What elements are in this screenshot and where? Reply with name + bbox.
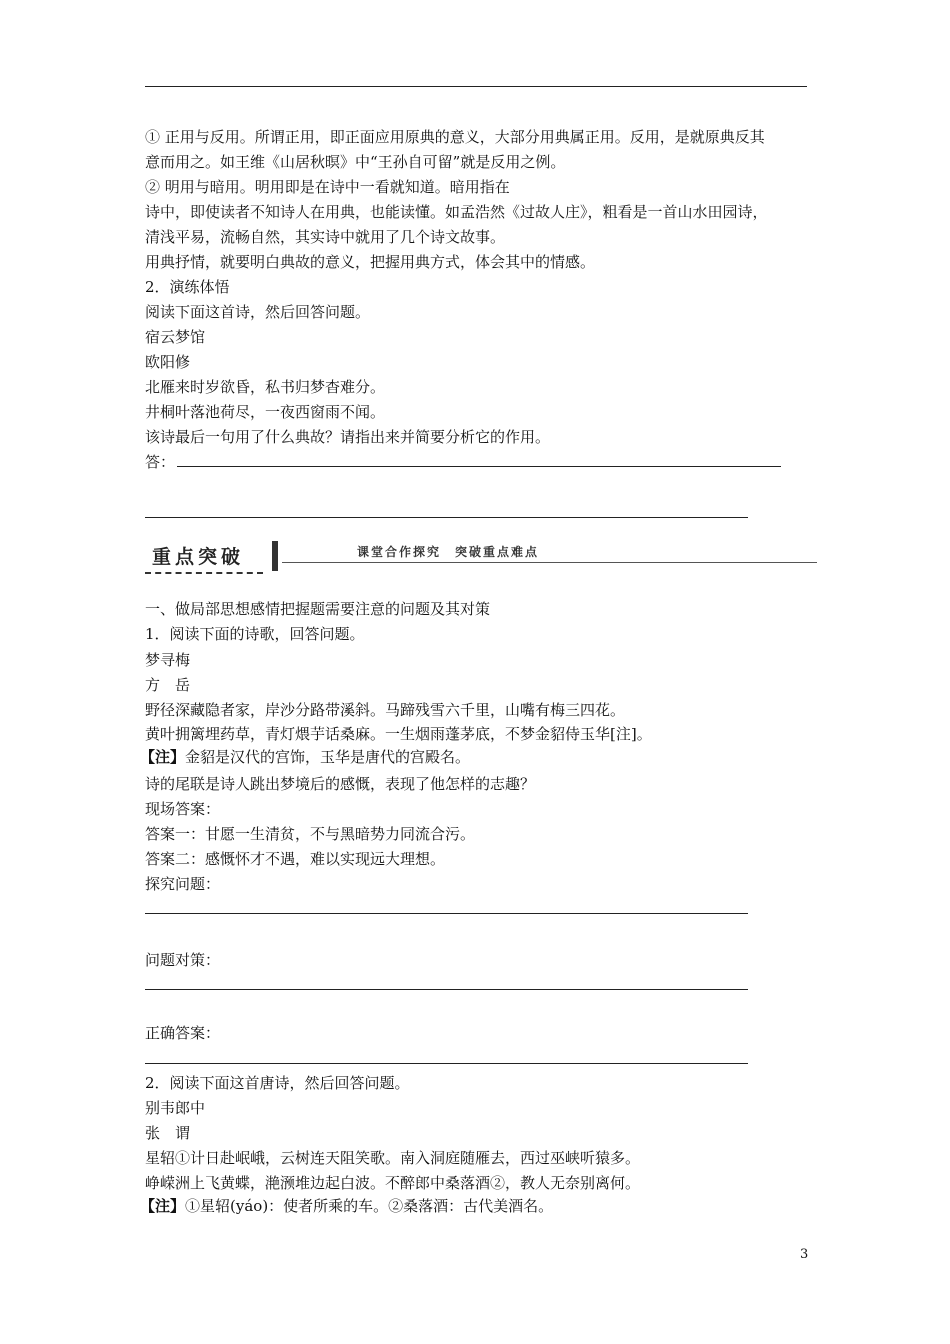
scene-answer-label: 现场答案：	[145, 800, 221, 818]
poem-title: 别韦郎中	[145, 1099, 206, 1117]
note-text: ①星轺(yáo)：使者所乘的车。②桑落酒：古代美酒名。	[185, 1197, 554, 1215]
header-rule	[145, 86, 807, 87]
section-heading: 一、做局部思想感情把握题需要注意的问题及其对策	[145, 600, 491, 618]
answer-label: 答：	[145, 453, 176, 471]
question-line: 该诗最后一句用了什么典故？请指出来并简要分析它的作用。	[145, 428, 551, 446]
poem-line: 星轺①计日赴岷峨，云树连天阻笑歌。南入洞庭随雁去，西过巫峡听猿多。	[145, 1149, 641, 1167]
banner-subtitle: 课堂合作探究 突破重点难点	[357, 545, 540, 559]
banner-divider-bar	[272, 541, 278, 571]
poem-title: 宿云梦馆	[145, 328, 206, 346]
poem-note	[140, 746, 470, 768]
answer-option: 答案一：甘愿一生清贫，不与黑暗势力同流合污。	[145, 825, 476, 843]
answer-blank-line[interactable]	[145, 989, 748, 990]
section-banner	[145, 538, 817, 578]
poem-title: 梦寻梅	[145, 651, 191, 669]
question-number: 2．阅读下面这首唐诗，然后回答问题。	[145, 1074, 410, 1092]
poem-author: 方 岳	[145, 676, 191, 694]
instruction-line: 阅读下面这首诗，然后回答问题。	[145, 303, 371, 321]
poem-author: 张 谓	[145, 1124, 191, 1142]
banner-dashed-underline	[145, 572, 263, 574]
banner-title: 重点突破	[152, 546, 245, 568]
paragraph-line: ① 正用与反用。所谓正用，即正面应用原典的意义，大部分用典属正用。反用，是就原典反其	[145, 128, 765, 146]
section-heading: 2．演练体悟	[145, 278, 230, 296]
paragraph-line: 诗中，即使读者不知诗人在用典，也能读懂。如孟浩然《过故人庄》，粗看是一首山水田园诗，	[145, 203, 768, 221]
answer-blank-line[interactable]	[145, 517, 748, 518]
poem-line: 野径深藏隐者家，岸沙分路带溪斜。马蹄残雪六千里，山嘴有梅三四花。	[145, 701, 626, 719]
answer-blank-line[interactable]	[145, 1063, 748, 1064]
poem-note	[140, 1195, 553, 1217]
poem-line: 黄叶拥篱埋药草，青灯煨芋话桑麻。一生烟雨蓬茅底，不梦金貂侍玉华[注]。	[145, 725, 652, 743]
paragraph-line: ② 明用与暗用。明用即是在诗中一看就知道。暗用指在	[145, 178, 510, 196]
question-number: 1．阅读下面的诗歌，回答问题。	[145, 625, 365, 643]
paragraph-line: 用典抒情，就要明白典故的意义，把握用典方式，体会其中的情感。	[145, 253, 596, 271]
answer-option: 答案二：感慨怀才不遇，难以实现远大理想。	[145, 850, 446, 868]
note-mark: 【注】	[140, 1197, 186, 1215]
poem-author: 欧阳修	[145, 353, 191, 371]
paragraph-line: 意而用之。如王维《山居秋暝》中“王孙自可留”就是反用之例。	[145, 153, 566, 171]
question-line: 诗的尾联是诗人跳出梦境后的感慨，表现了他怎样的志趣？	[145, 775, 536, 793]
poem-line: 北雁来时岁欲昏，私书归梦杳难分。	[145, 378, 386, 396]
poem-line: 峥嵘洲上飞黄蝶，滟滪堆边起白波。不醉郎中桑落酒②，教人无奈别离何。	[145, 1174, 641, 1192]
correct-answer-label: 正确答案：	[145, 1024, 221, 1042]
banner-rule	[282, 562, 817, 563]
answer-blank-line[interactable]	[145, 913, 748, 914]
note-mark: 【注】	[140, 748, 186, 766]
poem-line: 井桐叶落池荷尽，一夜西窗雨不闻。	[145, 403, 386, 421]
strategy-label: 问题对策：	[145, 951, 221, 969]
explore-label: 探究问题：	[145, 875, 221, 893]
answer-blank-line[interactable]	[177, 466, 781, 467]
note-text: 金貂是汉代的宫饰，玉华是唐代的宫殿名。	[185, 748, 471, 766]
paragraph-line: 清浅平易，流畅自然，其实诗中就用了几个诗文故事。	[145, 228, 506, 246]
page-number: 3	[800, 1247, 809, 1262]
